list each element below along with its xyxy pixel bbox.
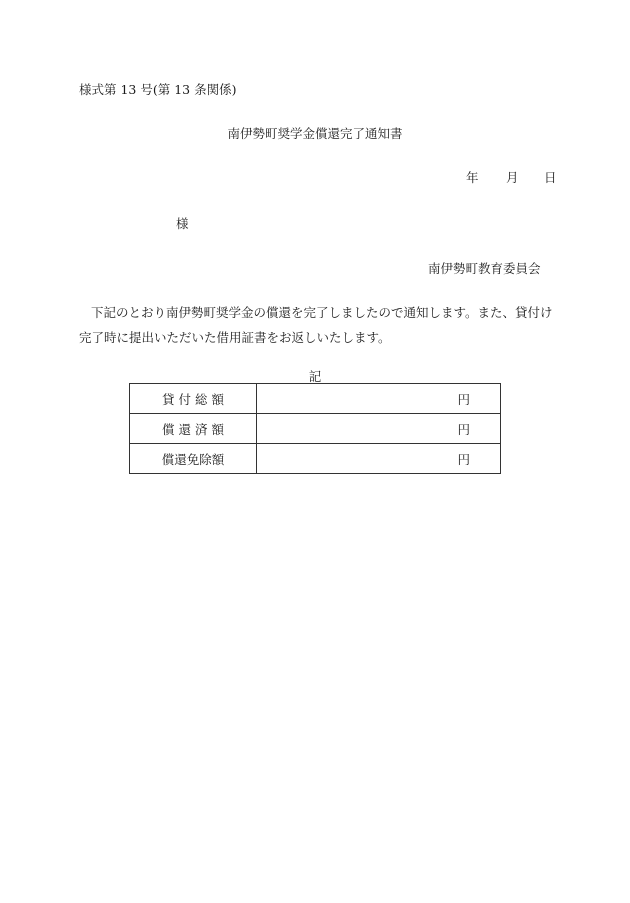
ki-label: 記 — [308, 369, 322, 384]
table-row — [130, 444, 501, 474]
row-label-exempted: 償還免除額 — [130, 444, 257, 474]
row-unit-repaid: 円 — [257, 414, 501, 444]
amounts-table — [129, 383, 501, 474]
date-day-label: 日 — [544, 170, 557, 185]
row-unit-exempted: 円 — [257, 444, 501, 474]
row-label-total-loan: 貸 付 総 額 — [130, 384, 257, 414]
table-row — [130, 414, 501, 444]
table-row — [130, 384, 501, 414]
form-number: 様式第 13 号(第 13 条関係) — [79, 82, 237, 97]
row-unit-total-loan: 円 — [257, 384, 501, 414]
body-paragraph: 下記のとおり南伊勢町奨学金の償還を完了しましたので通知します。また、貸付け完了時に提出いただいた借用証書をお返しいたします。 — [79, 305, 553, 345]
date-year-label: 年 — [466, 170, 479, 185]
sender-name: 南伊勢町教育委員会 — [428, 261, 541, 276]
date-month-label: 月 — [506, 170, 519, 185]
document-title: 南伊勢町奨学金償還完了通知書 — [227, 126, 403, 141]
row-label-repaid: 償 還 済 額 — [130, 414, 257, 444]
date-line — [466, 168, 557, 186]
addressee-honorific: 様 — [176, 216, 189, 231]
